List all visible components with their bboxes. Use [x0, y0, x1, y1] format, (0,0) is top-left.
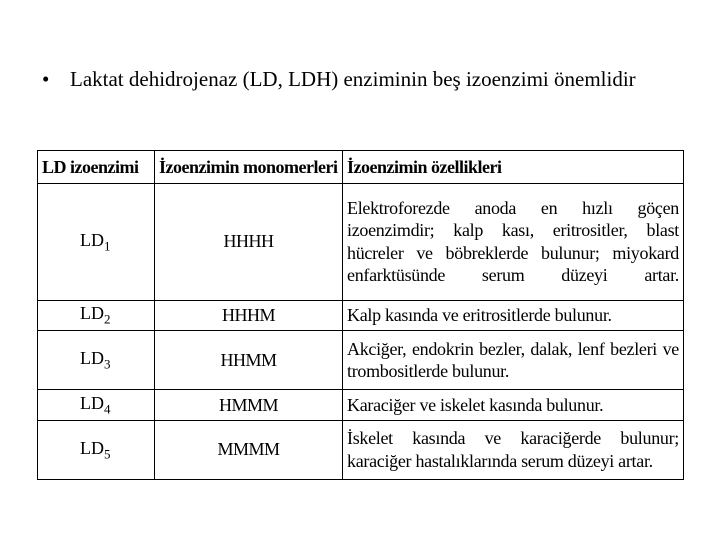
- isoenzyme-properties: Akciğer, endokrin bezler, dalak, lenf bezleri ve trombositlerde bulunur.: [343, 331, 684, 390]
- table-row: [38, 300, 684, 331]
- isoenzyme-name: $LD_4$: [38, 390, 155, 421]
- monomer-composition: MMMM: [155, 420, 343, 479]
- isoenzyme-properties: İskelet kasında ve karaciğerde bulunur; karaciğer hastalıklarında serum düzeyi artar.: [343, 420, 684, 479]
- header-properties: İzoenzimin özellikleri: [343, 151, 684, 184]
- monomer-composition: HMMM: [155, 390, 343, 421]
- isoenzyme-name: $LD_2$: [38, 300, 155, 331]
- monomer-composition: HHMM: [155, 331, 343, 390]
- isoenzyme-table: [37, 150, 684, 480]
- header-isoenzyme: LD izoenzimi: [38, 151, 155, 184]
- monomer-composition: HHHH: [155, 184, 343, 301]
- table-row: [38, 184, 684, 301]
- table-row: [38, 390, 684, 421]
- isoenzyme-properties: Karaciğer ve iskelet kasında bulunur.: [343, 390, 684, 421]
- intro-bullet: [42, 66, 678, 93]
- isoenzyme-properties: Kalp kasında ve eritrositlerde bulunur.: [343, 300, 684, 331]
- bullet-marker: •: [42, 67, 50, 91]
- table-row: [38, 331, 684, 390]
- isoenzyme-name: $LD_1$: [38, 184, 155, 301]
- isoenzyme-properties: Elektroforezde anoda en hızlı göçen izoenzimdir; kalp kası, eritrositler, blast hücreler ve böbreklerde bulunur; miyokard enfarktüsünde serum düzeyi artar.: [343, 184, 684, 301]
- intro-text: Laktat dehidrojenaz (LD, LDH) enziminin beş izoenzimi önemlidir: [70, 67, 636, 91]
- monomer-composition: HHHM: [155, 300, 343, 331]
- table-header-row: [38, 151, 684, 184]
- header-monomers: İzoenzimin monomerleri: [155, 151, 343, 184]
- isoenzyme-name: $LD_3$: [38, 331, 155, 390]
- isoenzyme-name: $LD_5$: [38, 420, 155, 479]
- table-row: [38, 420, 684, 479]
